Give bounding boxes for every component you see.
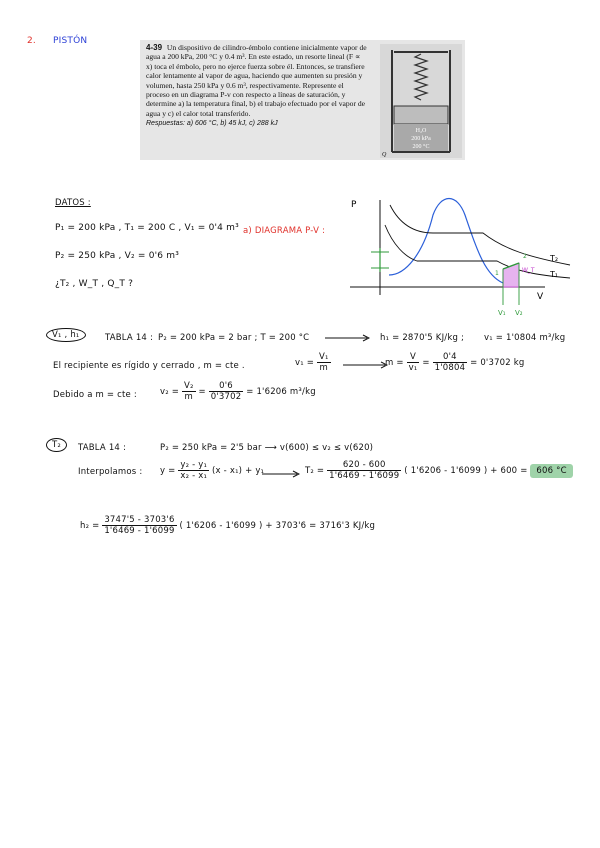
- step1-v-equation: [295, 352, 331, 373]
- step1-arrow-2: [343, 361, 388, 369]
- step1-arrow: [325, 334, 370, 342]
- t2-eq-right: ( 1'6206 - 1'6099 ) + 600 =: [404, 466, 528, 476]
- pv-diagram: [345, 195, 575, 325]
- step2-tabla: TABLA 14 :: [78, 443, 127, 453]
- step1-m-equation: [385, 352, 525, 373]
- t1-label: T₁: [550, 270, 559, 279]
- v-eq-num: V₁: [318, 352, 329, 362]
- step2-tag-text: T₂: [46, 438, 67, 452]
- t2-result: 606 °C: [530, 464, 572, 478]
- m-eq-equals: =: [422, 358, 430, 368]
- h2-eq-right: ( 1'6206 - 1'6099 ) + 3703'6 = 3716'3 KJ/kg: [179, 521, 376, 531]
- m-eq-den1: v₁: [408, 363, 418, 373]
- t2-label: T₂: [550, 254, 559, 263]
- v2-eq-den2: 0'3702: [210, 392, 242, 402]
- figure-substance: H₂O: [415, 128, 427, 134]
- datos-line-1: P₁ = 200 kPa , T₁ = 200 C , V₁ = 0'4 m³: [55, 223, 239, 233]
- datos-title: DATOS :: [55, 198, 91, 208]
- t2-equation: [305, 460, 573, 481]
- step2-arrow: [262, 470, 300, 478]
- figure-temperature: 200 °C: [412, 144, 430, 150]
- h2-equation: [80, 515, 375, 536]
- v2-eq-num: V₂: [183, 381, 194, 391]
- v2-eq-equals: =: [198, 387, 206, 397]
- formula-num: y₂ - y₁: [180, 460, 208, 470]
- v2-eq-left: v₂ =: [160, 387, 180, 397]
- step1-v1: v₁ = 1'0804 m³/kg: [484, 333, 566, 343]
- problem-number: 4-39: [146, 43, 163, 52]
- h2-eq-left: h₂ =: [80, 521, 100, 531]
- v2-eq-num2: 0'6: [209, 381, 244, 392]
- v2-eq-den: m: [184, 392, 194, 402]
- v2-label: V₂: [515, 309, 523, 317]
- point-2-label: 2: [523, 253, 527, 260]
- figure-pressure: 200 kPa: [411, 136, 431, 142]
- step1-line2: El recipiente es rígido y cerrado , m = cte .: [53, 361, 245, 371]
- v1-label: V₁: [498, 309, 506, 317]
- step1-tabla: TABLA 14 :: [105, 333, 154, 343]
- step2-conditions: P₂ = 250 kPa = 2'5 bar ⟶ v(600) ≤ v₂ ≤ v(620): [160, 443, 374, 453]
- interp-label: Interpolamos :: [78, 467, 143, 477]
- problem-index: 2.: [27, 36, 36, 46]
- figure-heat-label: Q: [382, 152, 387, 158]
- step1-line3: Debido a m = cte :: [53, 390, 137, 400]
- h2-eq-den: 1'6469 - 1'6099: [104, 526, 175, 536]
- t2-eq-num: 620 - 600: [327, 460, 401, 471]
- m-eq-den2: 1'0804: [434, 363, 466, 373]
- formula-left: y =: [160, 466, 176, 476]
- step1-v2-equation: [160, 381, 316, 402]
- t2-eq-den: 1'6469 - 1'6099: [329, 471, 400, 481]
- problem-statement: Un dispositivo de cilindro-émbolo contiene inicialmente vapor de agua a 200 kPa, 200 °C y 0.4 m³. En este estado, un resorte lineal (F ∝ x) toca el émbolo, pero no ejerce fuerza sobre él. Entonces, se transfiere calor lentamente al vapor de agua, haciendo que aumenten su presión y volumen, hasta 250 kPa y 0.6 m³, respectivamente. Represente el proceso en un diagrama P-v con respecto a líneas de saturación, y determine a) la temperatura final, b) el trabajo efectuado por el vapor de agua y c) el calor total transferido.: [146, 43, 367, 118]
- step1-tag: [46, 328, 86, 342]
- m-eq-left: m =: [385, 358, 404, 368]
- h2-eq-num: 3747'5 - 3703'6: [104, 515, 175, 525]
- formula-den: x₂ - x₁: [180, 471, 208, 481]
- diagram-label-text: a) DIAGRAMA P-V :: [243, 226, 326, 236]
- step2-tag: [46, 438, 67, 452]
- step1-h1: h₁ = 2870'5 KJ/kg ;: [380, 333, 465, 343]
- formula-right: (x - x₁) + y₁: [212, 466, 265, 476]
- datos-line-2: P₂ = 250 kPa , V₂ = 0'6 m³: [55, 251, 180, 261]
- m-eq-num2: 0'4: [433, 352, 468, 363]
- m-eq-result: = 0'3702 kg: [470, 358, 525, 368]
- piston-cylinder-figure: [380, 44, 462, 158]
- problem-answers: Respuestas: a) 606 °C, b) 45 kJ, c) 288 kJ: [146, 120, 278, 128]
- saturation-dome: [389, 199, 503, 284]
- v2-eq-result: = 1'6206 m³/kg: [246, 387, 316, 397]
- p-axis-label: P: [351, 200, 357, 210]
- problem-statement-block: [146, 43, 368, 129]
- interp-formula: [160, 460, 264, 481]
- m-eq-num1: V: [407, 352, 420, 363]
- t2-eq-left: T₂ =: [305, 466, 325, 476]
- v-eq-den: m: [319, 363, 329, 373]
- v-axis-label: V: [537, 292, 544, 302]
- step1-tag-text: V₁ , h₁: [46, 328, 86, 342]
- work-label: W_T: [522, 267, 535, 274]
- step1-conditions: P₂ = 200 kPa = 2 bar ; T = 200 °C: [158, 333, 310, 343]
- point-1-label: 1: [495, 270, 499, 277]
- diagram-label: [243, 226, 325, 236]
- datos-line-3: ¿T₂ , W_T , Q_T ?: [55, 279, 134, 289]
- page-title: PISTÓN: [53, 36, 88, 46]
- v-eq-left: v₁ =: [295, 358, 315, 368]
